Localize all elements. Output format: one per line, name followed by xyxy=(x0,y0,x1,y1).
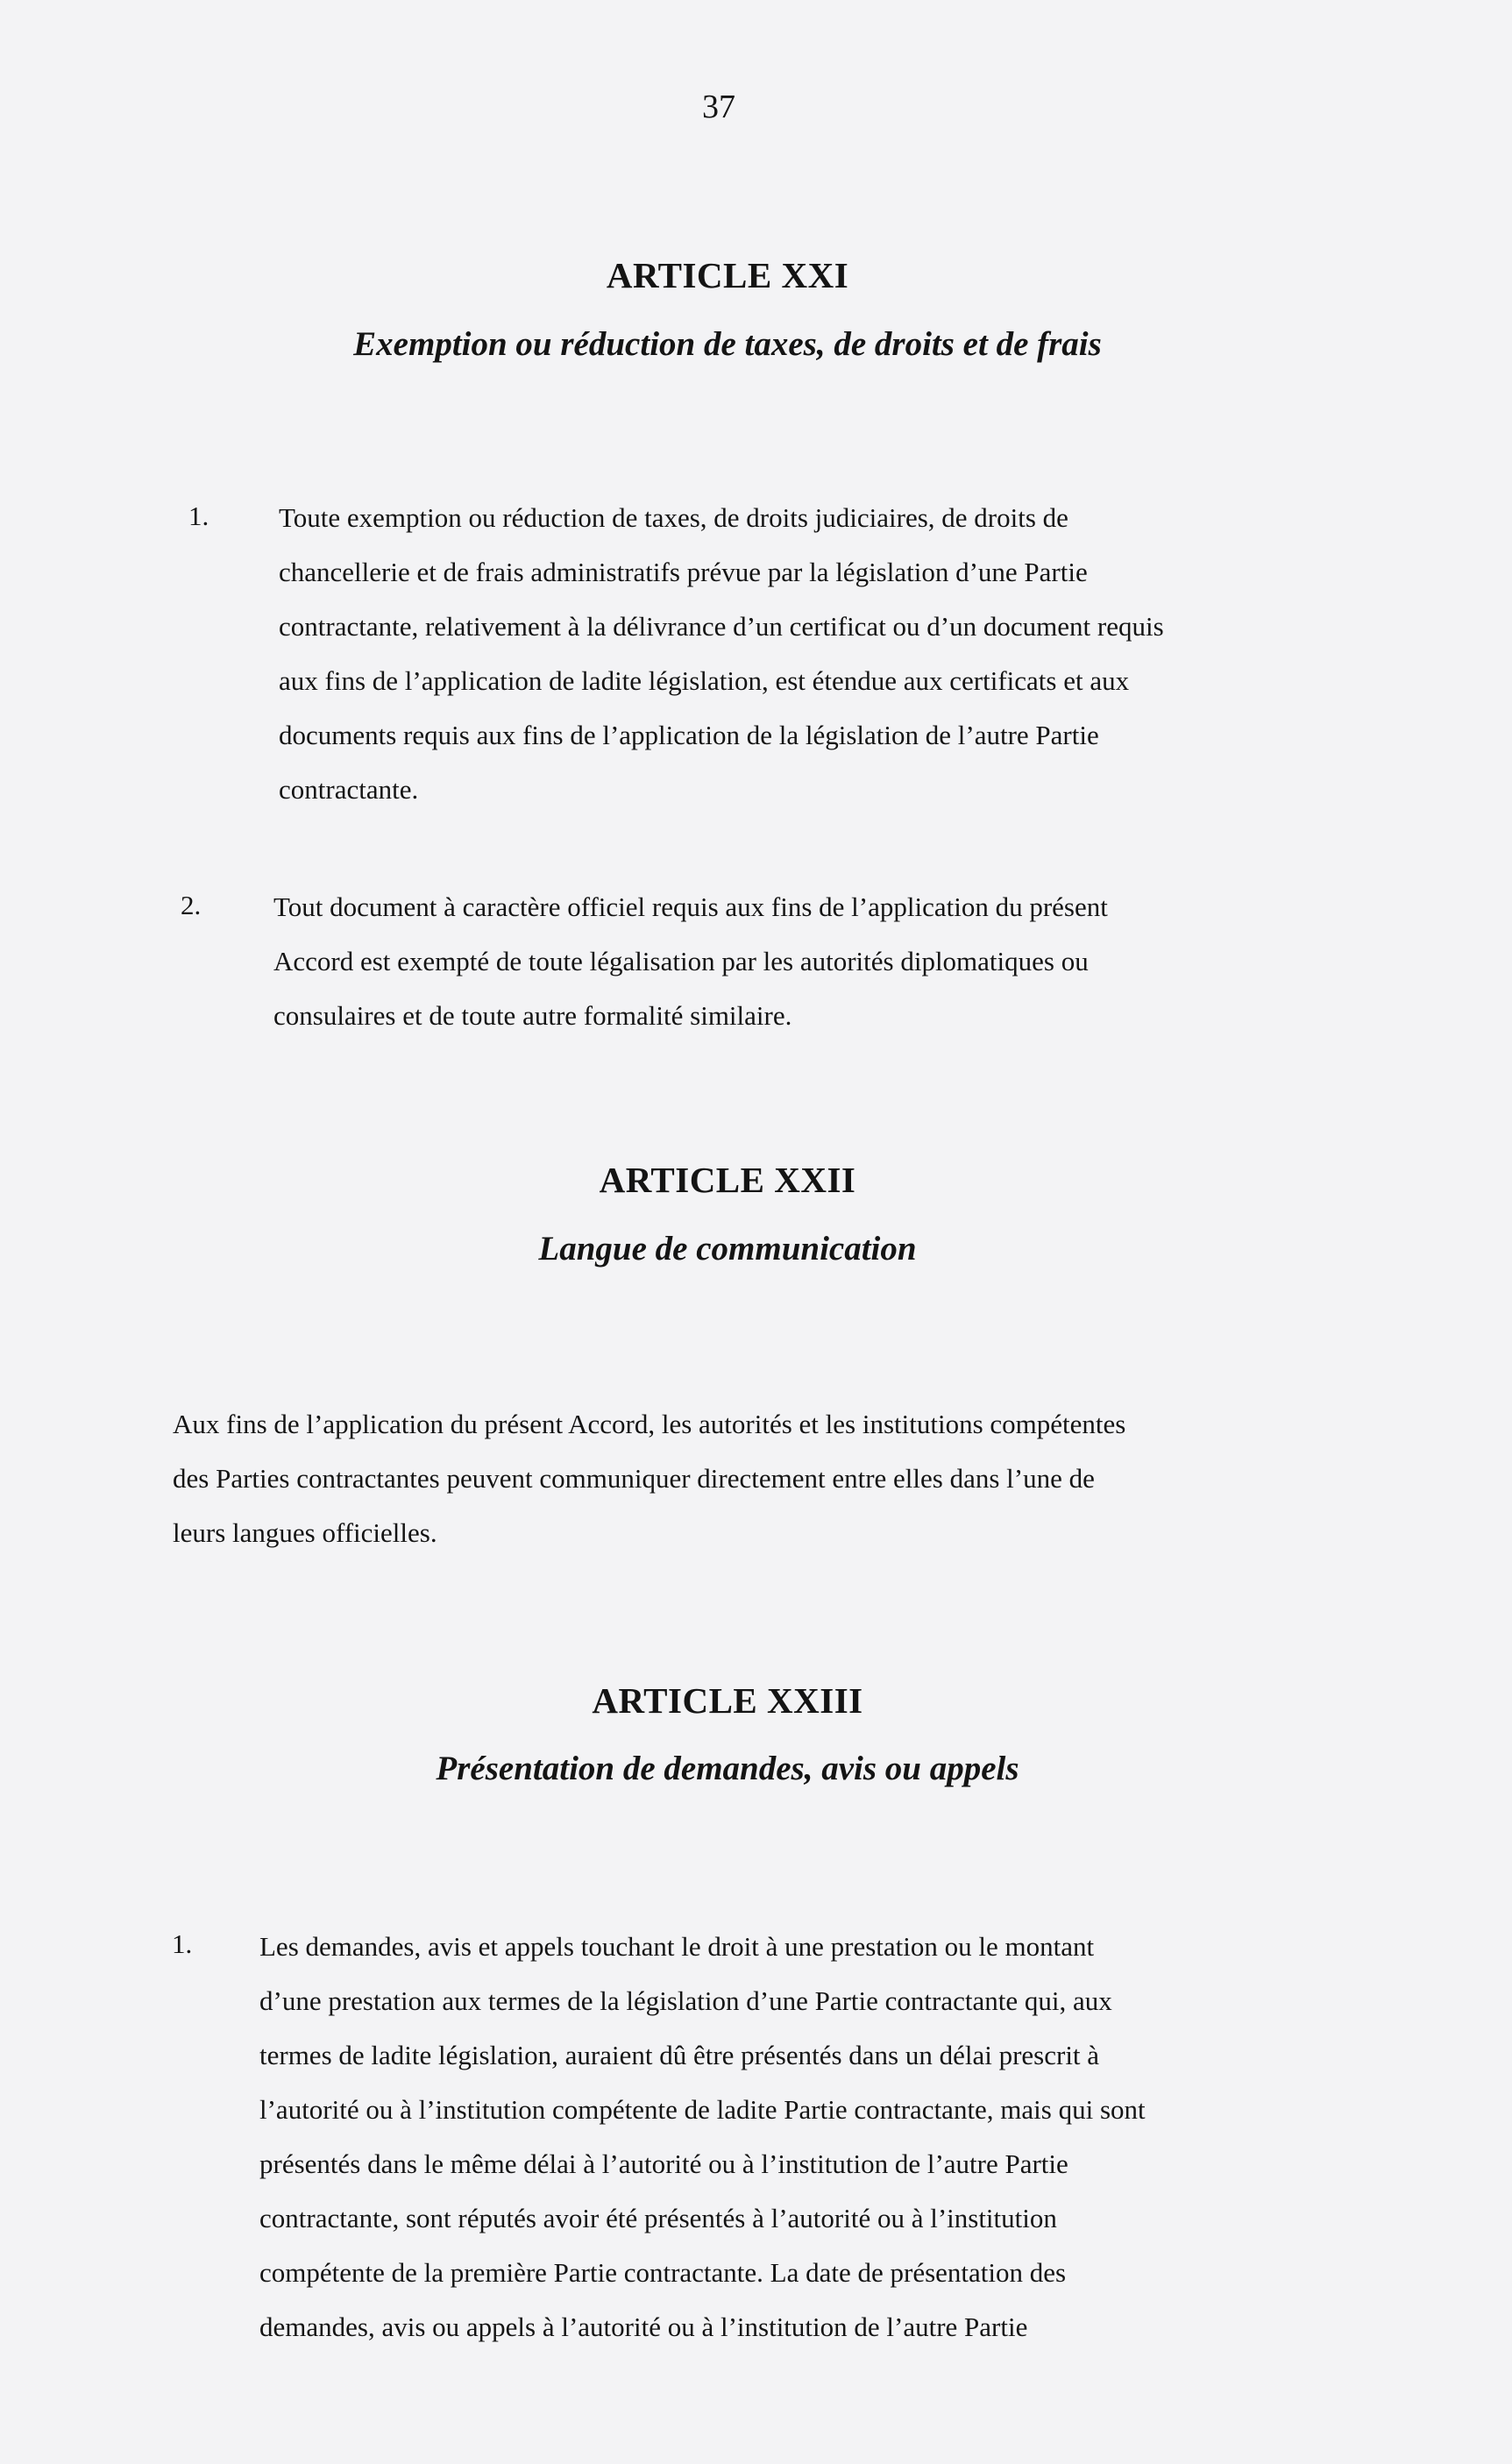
text-line: Les demandes, avis et appels touchant le droit à une prestation ou le montant xyxy=(259,1931,1095,1962)
page-number: 37 xyxy=(702,89,735,125)
article-23-title: ARTICLE XXIII xyxy=(592,1680,863,1721)
article-22-body xyxy=(173,1397,1125,1560)
article-23-paragraph-1 xyxy=(259,1920,1146,2354)
text-line: termes de ladite législation, auraient dû être présentés dans un délai prescrit à xyxy=(259,2040,1100,2070)
article-21-paragraph-2-number: 2. xyxy=(181,890,202,920)
text-line: contractante. xyxy=(279,774,419,805)
article-21-paragraph-1 xyxy=(279,491,1164,817)
text-line: compétente de la première Partie contractante. La date de présentation des xyxy=(259,2257,1067,2288)
text-line: demandes, avis ou appels à l’autorité ou à l’institution de l’autre Partie xyxy=(259,2311,1028,2342)
article-21-paragraph-2 xyxy=(273,880,1108,1043)
article-21-subtitle: Exemption ou réduction de taxes, de droits et de frais xyxy=(353,325,1102,363)
text-line: Toute exemption ou réduction de taxes, de droits judiciaires, de droits de xyxy=(279,502,1068,533)
text-line: Aux fins de l’application du présent Accord, les autorités et les institutions compétentes xyxy=(173,1409,1126,1439)
text-line: Accord est exempté de toute légalisation par les autorités diplomatiques ou xyxy=(273,946,1089,976)
article-22-subtitle: Langue de communication xyxy=(538,1230,917,1268)
text-line: l’autorité ou à l’institution compétente de ladite Partie contractante, mais qui sont xyxy=(259,2094,1146,2125)
text-line: d’une prestation aux termes de la législation d’une Partie contractante qui, aux xyxy=(259,1985,1112,2016)
article-22-title: ARTICLE XXII xyxy=(599,1160,856,1200)
text-line: contractante, sont réputés avoir été présentés à l’autorité ou à l’institution xyxy=(259,2203,1057,2233)
text-line: aux fins de l’application de ladite législation, est étendue aux certificats et aux xyxy=(279,665,1130,696)
article-21-paragraph-1-number: 1. xyxy=(188,501,209,531)
article-23-paragraph-1-number: 1. xyxy=(172,1928,193,1959)
text-line: leurs langues officielles. xyxy=(173,1517,437,1548)
text-line: des Parties contractantes peuvent communiquer directement entre elles dans l’une de xyxy=(173,1463,1095,1494)
article-23-subtitle: Présentation de demandes, avis ou appels xyxy=(436,1750,1019,1787)
text-line: présentés dans le même délai à l’autorité ou à l’institution de l’autre Partie xyxy=(259,2148,1068,2179)
article-21-title: ARTICLE XXI xyxy=(606,255,849,295)
text-line: contractante, relativement à la délivrance d’un certificat ou d’un document requis xyxy=(279,611,1164,642)
text-line: Tout document à caractère officiel requis aux fins de l’application du présent xyxy=(273,891,1108,922)
text-line: documents requis aux fins de l’application de la législation de l’autre Partie xyxy=(279,720,1099,750)
text-line: chancellerie et de frais administratifs prévue par la législation d’une Partie xyxy=(279,557,1088,587)
text-line: consulaires et de toute autre formalité similaire. xyxy=(273,1000,792,1031)
